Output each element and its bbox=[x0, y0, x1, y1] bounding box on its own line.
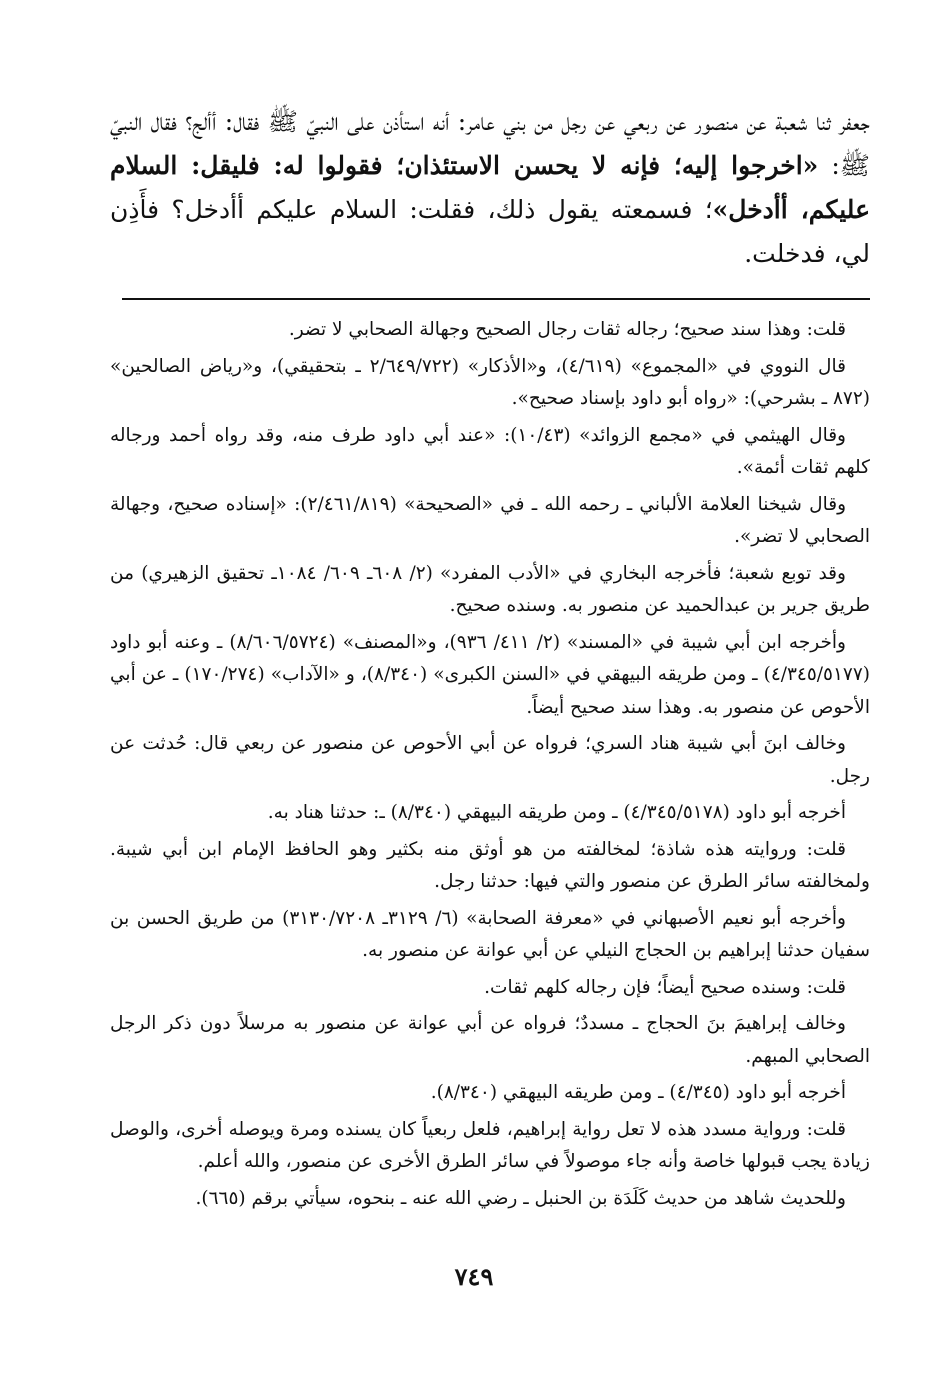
footnote-paragraph: أخرجه أبو داود (٤/٣٤٥/٥١٧٨) ـ ومن طريقه البيهقي (٨/٣٤٠) ـ: حدثنا هناد به. bbox=[267, 802, 846, 823]
footnote-separator bbox=[122, 298, 870, 300]
footnote-paragraph: وقد توبع شعبة؛ فأخرجه البخاري في «الأدب المفرد» (٢/ ٦٠٨ـ ٦٠٩/ ١٠٨٤ـ تحقيق الزهيري) من طريق جرير بن عبدالحميد عن منصور به. وسنده صحيح. bbox=[110, 562, 870, 616]
footnote-paragraph: قلت: ورواية مسدد هذه لا تعل رواية إبراهيم، فلعل ربعياً كان يسنده ومرة ويوصله أخرى، والوصل زيادة يجب قبولها خاصة وأنه جاء موصولاً في سائر الطرق الأخرى عن منصور، والله أعلم. bbox=[110, 1118, 870, 1172]
hadith-text-part-1: جعفر ثنا شعبة عن منصور عن ربعي عن رجل من بني عامر: أنه استأذن على النبيّ ﷺ فقال: أألج؟ فقال النبيّ ﷺ: bbox=[110, 107, 871, 180]
hadith-paragraph bbox=[110, 100, 870, 276]
book-page bbox=[110, 100, 870, 1219]
footnote-paragraph: أخرجه أبو داود (٤/٣٤٥) ـ ومن طريقه البيهقي (٨/٣٤٠). bbox=[430, 1082, 846, 1103]
footnote-paragraph: قال النووي في «المجموع» (٤/٦١٩)، و«الأذكار» (٢/٦٤٩/٧٢٢ ـ بتحقيقي)، و«رياض الصالحين» (٨٧٢ ـ بشرحي): «رواه أبو داود بإسناد صحيح». bbox=[110, 355, 870, 409]
footnote-paragraph: وأخرجه أبو نعيم الأصبهاني في «معرفة الصحابة» (٦/ ٣١٢٩ـ ٣١٣٠/٧٢٠٨) من طريق الحسن بن سفيان حدثنا إبراهيم بن الحجاج النيلي عن أبي عوانة عن منصور به. bbox=[110, 907, 870, 961]
footnote-paragraph: قلت: وروايته هذه شاذة؛ لمخالفته من هو أوثق منه بكثير وهو الحافظ الإمام ابن أبي شيبة. ولمخالفته سائر الطرق عن منصور والتي فيها: حدثنا رجل. bbox=[110, 838, 870, 892]
hadith-text bbox=[110, 100, 870, 276]
footnotes-section bbox=[110, 314, 870, 1215]
footnote-paragraph: قلت: وهذا سند صحيح؛ رجاله ثقات رجال الصحيح وجهالة الصحابي لا تضر. bbox=[288, 319, 846, 340]
hadith-text-part-3: ؛ فسمعته يقول ذلك، فقلت: السلام عليكم أأدخل؟ فأَذِن لي، فدخلت. bbox=[110, 195, 870, 268]
footnote-paragraph: وخالف إبراهيمَ بنَ الحجاج ـ مسددٌ؛ فرواه عن أبي عوانة عن منصور به مرسلاً دون ذكر الرجل الصحابي المبهم. bbox=[110, 1013, 870, 1067]
footnote-paragraph: وقال الهيثمي في «مجمع الزوائد» (١٠/٤٣): «عند أبي داود طرف منه، وقد رواه أحمد ورجاله كلهم ثقات أئمة». bbox=[110, 424, 870, 478]
footnote-paragraph: قلت: وسنده صحيح أيضاً؛ فإن رجاله كلهم ثقات. bbox=[484, 976, 846, 998]
footnote-paragraph: وللحديث شاهد من حديث كَلَدَة بن الحنبل ـ رضي الله عنه ـ بنحوه، سيأتي برقم (٦٦٥). bbox=[195, 1187, 846, 1209]
footnote-paragraph: وأخرجه ابن أبي شيبة في «المسند» (٢/ ٤١١/ ٩٣٦)، و«المصنف» (٨/٦٠٦/٥٧٢٤) ـ وعنه أبو داود (٤/٣٤٥/٥١٧٧) ـ ومن طريقه البيهقي في «السنن الكبرى» (٨/٣٤٠)، و «الآداب» (١٧٠/٢٧٤) ـ عن أبي الأحوص عن منصور به. وهذا سند صحيح أيضاً. bbox=[110, 631, 871, 718]
hadith-quote-bold: «اخرجوا إليه؛ فإنه لا يحسن الاستئذان؛ فقولوا له: فليقل: السلام عليكم، أأدخل» bbox=[110, 151, 870, 224]
page-number: ٧٤٩ bbox=[454, 1262, 494, 1291]
footnote-paragraph: وقال شيخنا العلامة الألباني ـ رحمه الله ـ في «الصحيحة» (٢/٤٦١/٨١٩): «إسناده صحيح، وجهالة الصحابي لا تضر». bbox=[110, 493, 870, 547]
footnote-paragraph: وخالف ابنَ أبي شيبة هناد السري؛ فرواه عن أبي الأحوص عن منصور عن ربعي قال: حُدثت عن رجل. bbox=[110, 733, 870, 787]
